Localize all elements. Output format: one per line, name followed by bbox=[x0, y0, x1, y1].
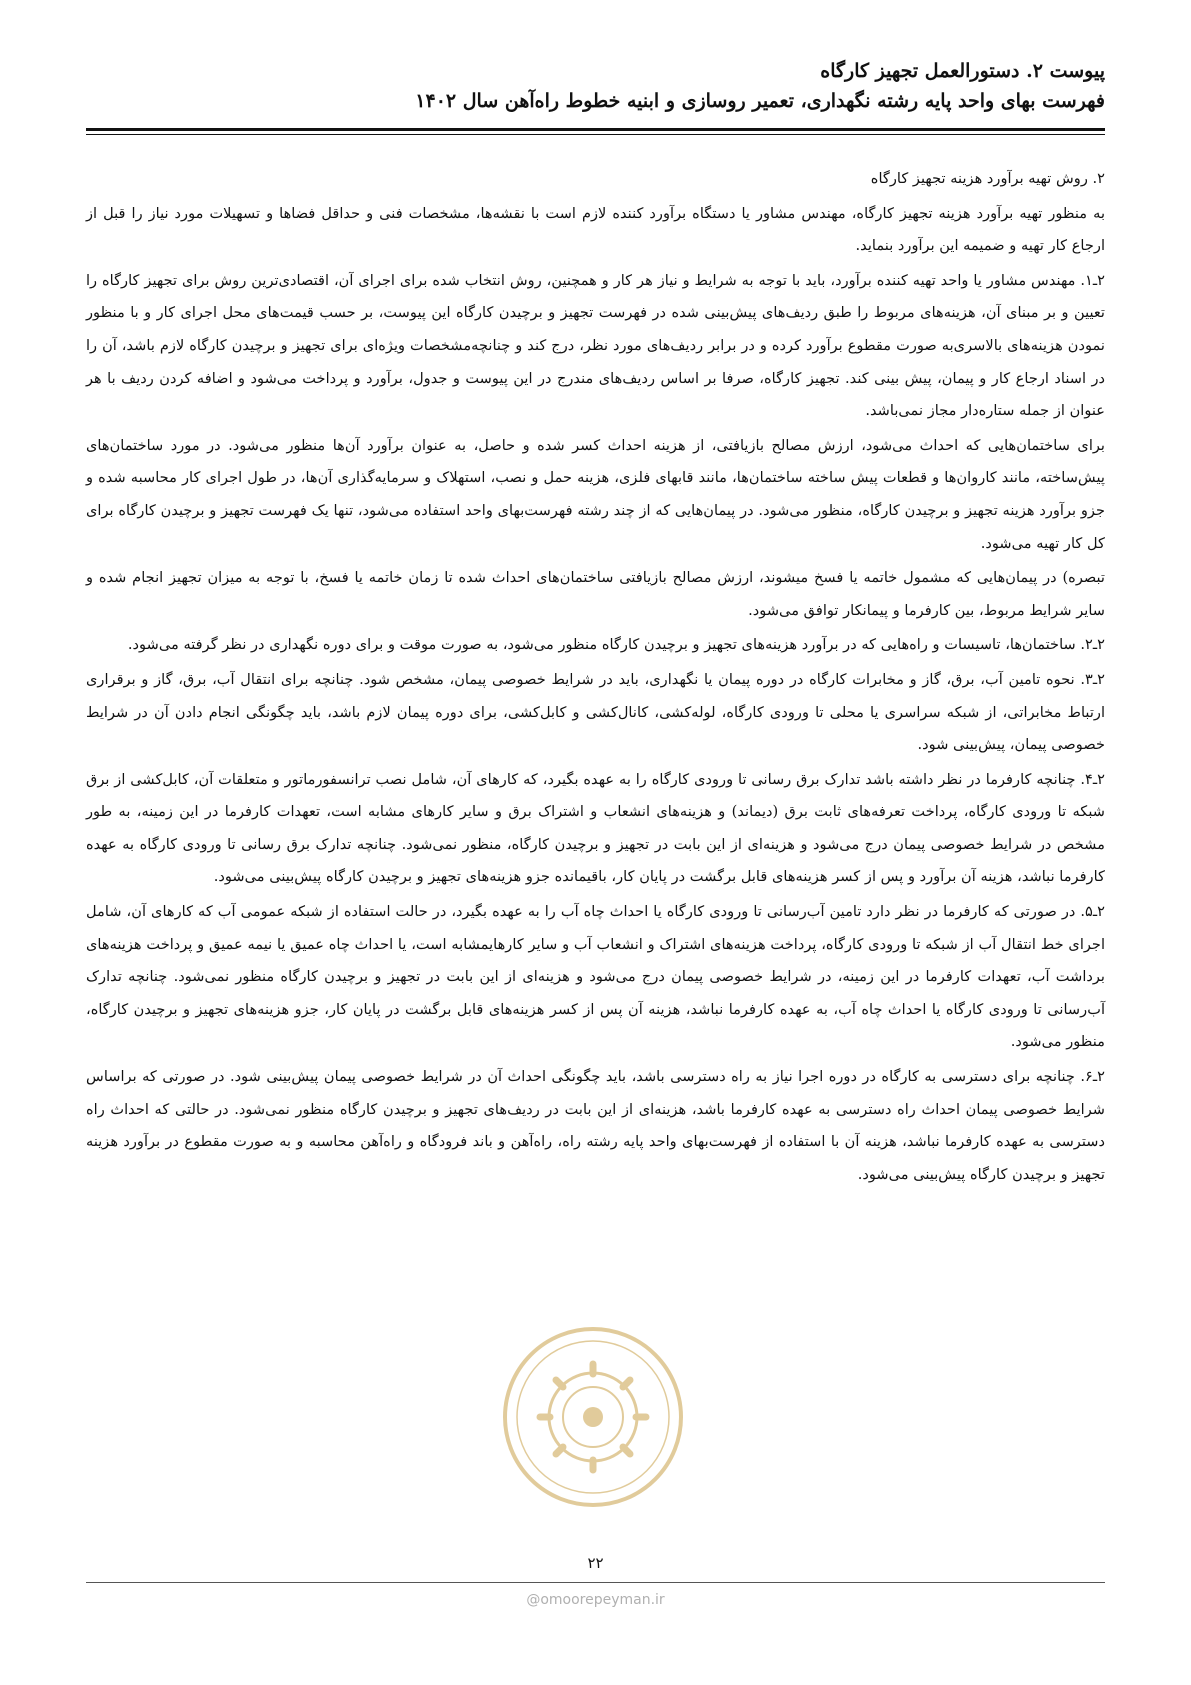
page-header bbox=[86, 56, 1105, 116]
paragraph-2-2: ۲ـ۲. ساختمان‌ها، تاسیسات و راه‌هایی که در برآورد هزینه‌های تجهیز و برچیدن کارگاه منظور می‌شود، به صورت موقت و برای دوره نگهداری در نظر گرفته می‌شود. bbox=[127, 636, 1105, 654]
paragraph-2-5: ۲ـ۵. در صورتی که کارفرما در نظر دارد تامین آب‌رسانی تا ورودی کارگاه یا احداث چاه آب را به عهده بگیرد، در حالت استفاده از شبکه عمومی آب که کارهای آن، شامل اجرای خط انتقال آب از شبکه تا ورودی کارگاه، پرداخت هزینه‌های اشتراک و انشعاب آب و سایر کارهایمشابه است، یا احداث چاه عمیق یا نیمه عمیق و پرداخت هزینه‌های برداشت آب، تعهدات کارفرما در این زمینه، در شرایط خصوصی پیمان درج می‌شود و هزینه‌ای از این بابت در تجهیز و برچیدن کارگاه منظور نمی‌شود. چنانچه تدارک آب‌رسانی تا ورودی کارگاه یا احداث چاه آب، به عهده کارفرما نباشد، هزینه آن پس از کسر هزینه‌های قابل برگشت در پایان کار، جزو هزینه‌های تجهیز و برچیدن کارگاه، منظور می‌شود. bbox=[86, 903, 1105, 1051]
header-subtitle: فهرست بهای واحد پایه رشته نگهداری، تعمیر روسازی و ابنیه خطوط راه‌آهن سال ۱۴۰۲ bbox=[415, 90, 1105, 112]
footer-rule bbox=[86, 1582, 1105, 1583]
paragraph-intro: به منظور تهیه برآورد هزینه تجهیز کارگاه، مهندس مشاور یا دستگاه برآورد کننده لازم است با نقشه‌ها، مشخصات فنی و حداقل فضاها و تسهیلات مورد نیاز را قبل از ارجاع کار تهیه و ضمیمه این برآورد بنماید. bbox=[86, 204, 1106, 255]
header-rule-thin bbox=[86, 134, 1105, 135]
page-number: ۲۲ bbox=[587, 1554, 604, 1572]
paragraph-2-3: ۲ـ۳. نحوه تامین آب، برق، گاز و مخابرات کارگاه در دوره پیمان یا نگهداری، باید در شرایط خصوصی پیمان، مشخص شود. چنانچه برای انتقال آب، برق، گاز و برقراری ارتباط مخابراتی، از شبکه سراسری یا محلی تا ورودی کارگاه، لوله‌کشی، کانال‌کشی و کابل‌کشی، برای دوره پیمان لازم باشد، باید چگونگی انجام دادن آن در شرایط خصوصی پیمان، پیش‌بینی شود. bbox=[86, 670, 1105, 754]
paragraph-2-6: ۲ـ۶. چنانچه برای دسترسی به کارگاه در دوره اجرا نیاز به راه دسترسی باشد، باید چگونگی احداث آن در شرایط خصوصی پیمان پیش‌بینی شود. در صورتی که براساس شرایط خصوصی پیمان احداث راه دسترسی به عهده کارفرما باشد، هزینه‌ای از این بابت در ردیف‌های تجهیز و برچیدن کارگاه منظور نمی‌شود. در حالتی که احداث راه دسترسی به عهده کارفرما نباشد، هزینه آن با استفاده از فهرست‌بهای واحد پایه رشته راه، راه‌آهن و باند فرودگاه و راه‌آهن محاسبه و به صورت مقطوع در برآورد هزینه تجهیز و برچیدن کارگاه پیش‌بینی می‌شود. bbox=[86, 1068, 1105, 1183]
header-title: پیوست ۲. دستورالعمل تجهیز کارگاه bbox=[820, 60, 1105, 82]
header-rule-thick bbox=[86, 128, 1105, 131]
document-body bbox=[86, 163, 1105, 1193]
paragraph-note: تبصره) در پیمان‌هایی که مشمول خاتمه یا فسخ میشوند، ارزش مصالح بازیافتی ساختمان‌های احداث شده تا زمان خاتمه یا فسخ، با توجه به میزان تجهیز انجام شده و سایر شرایط مربوط، بین کارفرما و پیمانکار توافق می‌شود. bbox=[86, 569, 1105, 619]
section-title: ۲. روش تهیه برآورد هزینه تجهیز کارگاه bbox=[870, 170, 1105, 187]
paragraph-2-4: ۲ـ۴. چنانچه کارفرما در نظر داشته باشد تدارک برق رسانی تا ورودی کارگاه را به عهده بگیرد، که کارهای آن، شامل نصب ترانسفورماتور و متعلقات آن، کابل‌کشی از برق شبکه تا ورودی کارگاه، پرداخت تعرفه‌های ثابت برق (دیماند) و هزینه‌های انشعاب و اشتراک برق و سایر کارهای مشابه است، تعهدات کارفرما در این زمینه، به طور مشخص در شرایط خصوصی پیمان درج می‌شود و هزینه‌ای از این بابت در تجهیز و برچیدن کارگاه، منظور نمی‌شود. چنانچه تدارک برق رسانی تا ورودی کارگاه به عهده کارفرما نباشد، هزینه آن برآورد و پس از کسر هزینه‌های قابل برگشت در پایان کار، باقیمانده جزو هزینه‌های تجهیز و برچیدن کارگاه پیش‌بینی می‌شود. bbox=[86, 770, 1105, 886]
website-watermark: @omoorepeyman.ir bbox=[526, 1592, 665, 1608]
paragraph-2-1: ۲ـ۱. مهندس مشاور یا واحد تهیه کننده برآورد، باید با توجه به شرایط و نیاز هر کار و همچنین، روش انتخاب شده برای اجرای آن، اقتصادی‌ترین روش برای تجهیز کارگاه را تعیین و بر مبنای آن، هزینه‌های مربوط را طبق ردیف‌های پیش‌بینی شده در فهرست تجهیز و برچیدن کارگاه این پیوست، بر حسب قیمت‌های محل اجرای کار و با منظور نمودن هزینه‌های بالاسری‌به صورت مقطوع برآورد کرده و در برابر ردیف‌های مورد نظر، درج کند و چنانچه‌مشخصات ویژه‌ای برای تجهیز و برچیدن کارگاه لازم باشد، آن را در اسناد ارجاع کار و پیمان، پیش بینی کند. تجهیز کارگاه، صرفا بر اساس ردیف‌های مندرج در این پیوست و جدول، برآورد و پرداخت می‌شود و اضافه کردن ردیف با هر عنوان از جمله ستاره‌دار مجاز نمی‌باشد. bbox=[86, 271, 1105, 420]
seal-watermark-icon bbox=[498, 1322, 688, 1512]
paragraph-recycled-materials: برای ساختمان‌هایی که احداث می‌شود، ارزش مصالح بازیافتی، از هزینه احداث کسر شده و حاصل، به عنوان برآورد آن‌ها منظور می‌شود. در مورد ساختمان‌های پیش‌ساخته، مانند کاروان‌ها و قطعات پیش ساخته ساختمان‌ها، مانند قابهای فلزی، هزینه حمل و نصب، استهلاک و سرمایه‌گذاری آن‌ها، در طول اجرای کار محاسبه شده و جزو برآورد هزینه تجهیز و برچیدن کارگاه، منظور می‌شود. در پیمان‌هایی که از چند رشته فهرست‌بهای واحد استفاده می‌شود، تنها یک فهرست تجهیز و برچیدن کارگاه برای کل کار تهیه می‌شود. bbox=[86, 436, 1105, 552]
